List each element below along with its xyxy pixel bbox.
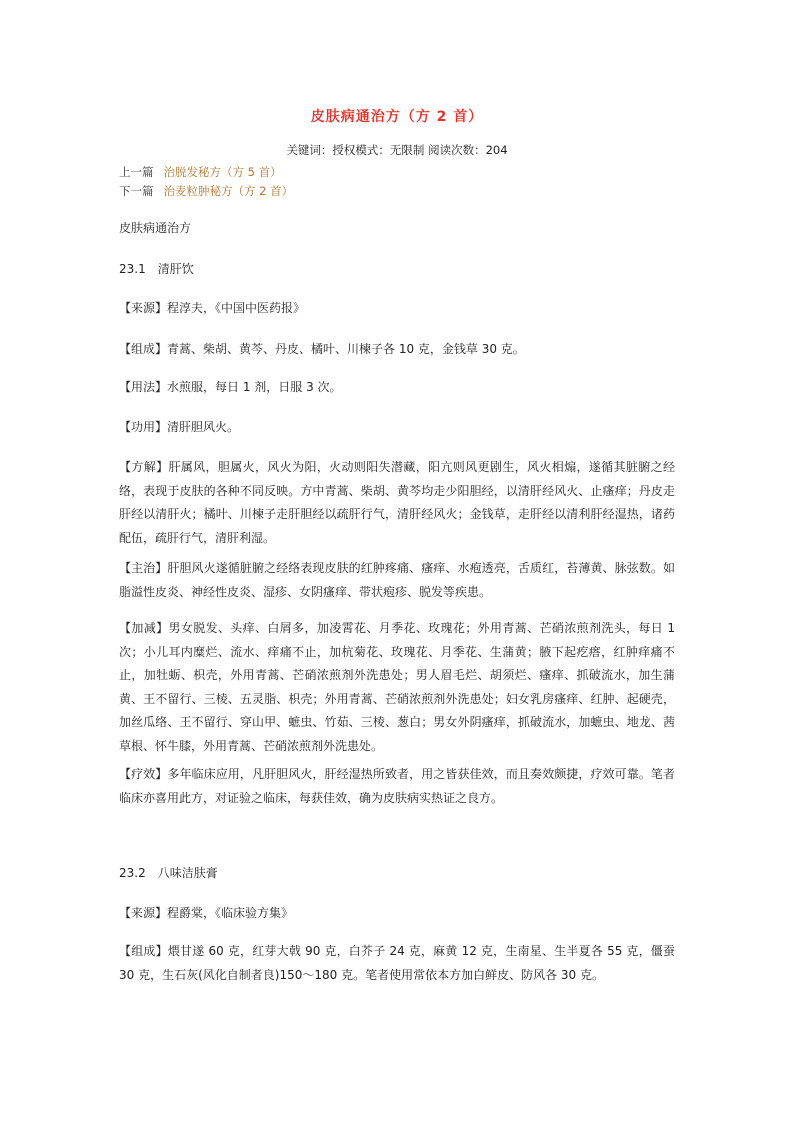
usage-line: 【用法】水煎服，每日 1 剂，日服 3 次。 <box>119 380 342 394</box>
composition-paragraph: 【组成】煨甘遂 60 克，红芽大戟 90 克，白芥子 24 克，麻黄 12 克，生南星、生半夏各 55 克，僵蚕 30 克，生石灰(风化自制者良)150～180 克。笔者使用常依本方加白鲜皮、防风各 30 克。 <box>119 944 675 982</box>
article-meta: 关键词：授权模式：无限制 阅读次数：204 <box>286 143 508 157</box>
modifications-paragraph: 【加减】男女脱发、头痒、白屑多，加凌霄花、月季花、玫瑰花；外用青蒿、芒硝浓煎剂洗头，每日 1 次；小儿耳内糜烂、流水、痒痛不止，加杭菊花、玫瑰花、月季花、生蒲黄；腋下起疙瘩，红肿痒痛不止，加牡蛎、枳壳，外用青蒿、芒硝浓煎剂外洗患处；男人眉毛烂、胡须烂、瘙痒、抓破流水，加生蒲黄、王不留行、三棱、五灵脂、枳壳；外用青蒿、芒硝浓煎剂外洗患处；妇女乳房瘙痒、红肿、起硬壳，加丝瓜络、王不留行、穿山甲、蟅虫、竹茹、三棱、葱白；男女外阴瘙痒，抓破流水，加蟅虫、地龙、茜草根、怀牛膝，外用青蒿、芒硝浓煎剂外洗患处。 <box>119 621 675 753</box>
prev-label: 上一篇 <box>119 165 154 179</box>
composition-line: 【组成】青蒿、柴胡、黄芩、丹皮、橘叶、川楝子各 10 克，金钱草 30 克。 <box>119 342 525 356</box>
source-line: 【来源】程淳夫，《中国中医药报》 <box>119 301 306 315</box>
next-article-link[interactable]: 治麦粒肿秘方（方 2 首） <box>163 184 294 198</box>
function-line: 【功用】清肝胆风火。 <box>119 420 240 434</box>
prev-article-nav <box>119 164 282 180</box>
next-article-nav <box>119 183 293 199</box>
next-label: 下一篇 <box>119 184 154 198</box>
indications-paragraph: 【主治】肝胆风火遂循脏腑之经络表现皮肤的红肿疼痛、瘙痒、水疱透亮，舌质红，苔薄黄、脉弦数。如脂溢性皮炎、神经性皮炎、湿疹、女阴瘙痒、带状疱疹、脱发等疾患。 <box>119 561 675 599</box>
page-title: 皮肤病通治方（方 2 首） <box>310 109 484 125</box>
source-line: 【来源】程爵棠，《临床验方集》 <box>119 906 294 920</box>
explanation-paragraph: 【方解】肝属风，胆属火，风火为阳，火动则阳失潜藏，阳亢则风更剧生，风火相煽，遂循其脏腑之经络，表现于皮肤的各种不同反映。方中青蒿、柴胡、黄芩均走少阳胆经，以清肝经风火、止瘙痒；丹皮走肝经以清肝火；橘叶、川楝子走肝胆经以疏肝行气，清肝经风火；金钱草，走肝经以清利肝经湿热，诸药配伍，疏肝行气，清肝利湿。 <box>119 460 675 545</box>
section-heading: 23.2 八味洁肤膏 <box>119 866 218 880</box>
section-heading: 23.1 清肝饮 <box>119 262 194 276</box>
efficacy-paragraph: 【疗效】多年临床应用，凡肝胆风火，肝经湿热所致者，用之皆获佳效，而且奏效颇捷，疗效可靠。笔者临床亦喜用此方，对证验之临床，每获佳效，确为皮肤病实热证之良方。 <box>119 767 675 805</box>
prev-article-link[interactable]: 治脱发秘方（方 5 首） <box>163 165 282 179</box>
intro-text: 皮肤病通治方 <box>119 221 192 235</box>
